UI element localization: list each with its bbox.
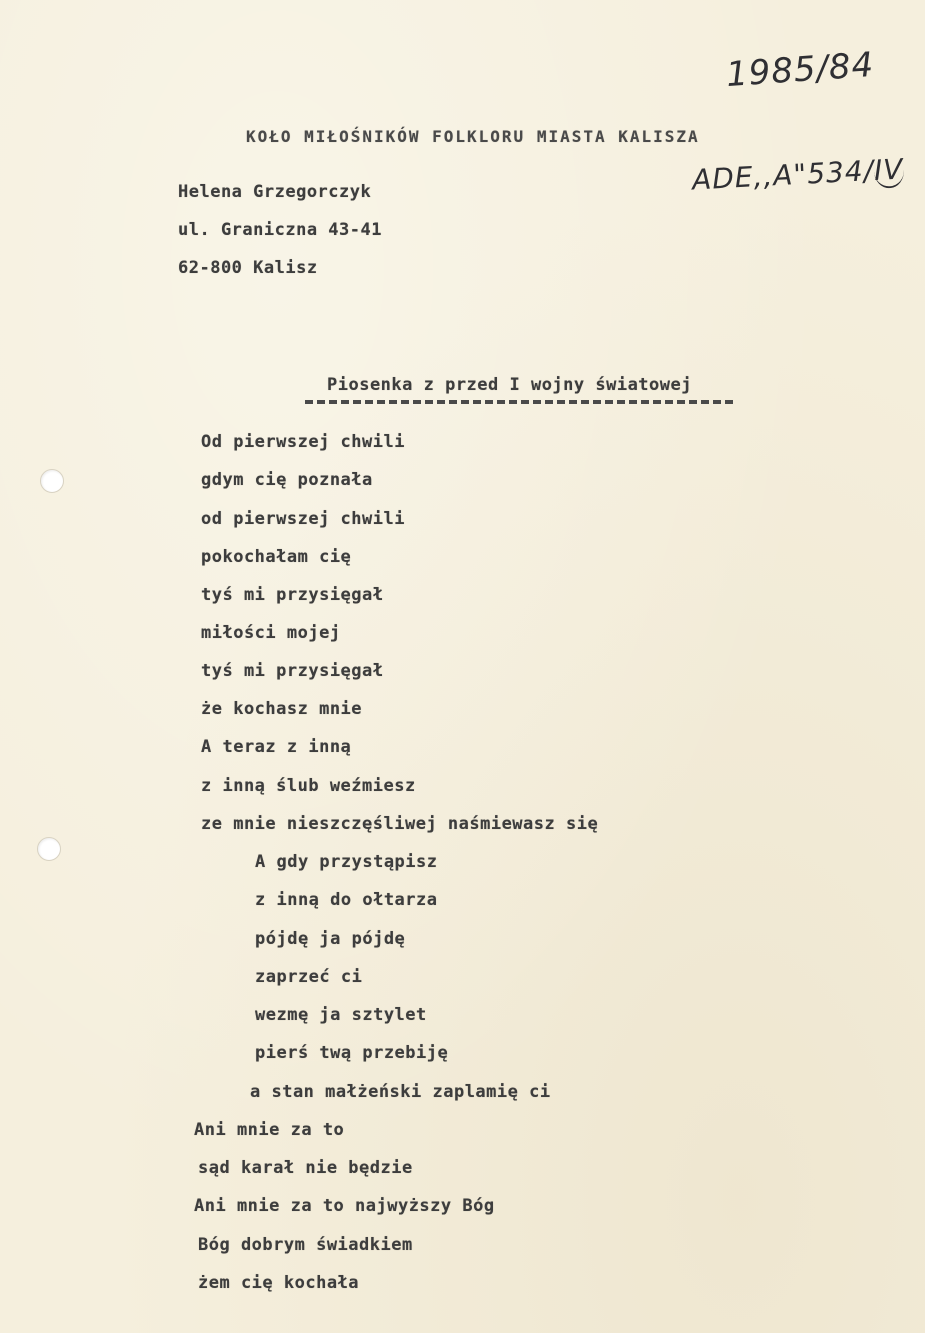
lyric-line: A gdy przystąpisz	[255, 852, 438, 872]
lyric-line: z inną do ołtarza	[255, 890, 438, 910]
signature-suffix: IV	[873, 152, 905, 187]
signature-code-text: ADE,,A"534/	[691, 154, 875, 197]
lyric-line: pójdę ja pójdę	[255, 929, 406, 949]
lyric-line: A teraz z inną	[201, 737, 352, 757]
lyric-line: z inną ślub weźmiesz	[201, 776, 416, 796]
lyric-line: gdym cię poznała	[201, 470, 373, 490]
lyric-line: miłości mojej	[201, 623, 341, 643]
lyric-line: Ani mnie za to najwyższy Bóg	[194, 1196, 495, 1216]
lyric-line: Od pierwszej chwili	[201, 432, 405, 452]
lyric-line: Bóg dobrym świadkiem	[198, 1235, 413, 1255]
organization-heading: KOŁO MIŁOŚNIKÓW FOLKLORU MIASTA KALISZA	[246, 127, 700, 146]
lyric-line: Ani mnie za to	[194, 1120, 345, 1140]
lyric-line: a stan małżeński zaplamię ci	[250, 1082, 551, 1102]
handwritten-signature-code	[691, 152, 904, 196]
lyric-line: tyś mi przysięgał	[201, 585, 384, 605]
lyric-line: wezmę ja sztylet	[255, 1005, 427, 1025]
handwritten-accession-number: 1985/84	[724, 44, 876, 96]
song-title: Piosenka z przed I wojny światowej	[327, 375, 692, 395]
punch-hole-top	[40, 469, 64, 493]
punch-hole-bottom	[37, 837, 61, 861]
lyric-line: pokochałam cię	[201, 547, 352, 567]
lyric-line: sąd karał nie będzie	[198, 1158, 413, 1178]
lyric-line: od pierwszej chwili	[201, 509, 405, 529]
lyric-line: że kochasz mnie	[201, 699, 363, 719]
lyric-line: żem cię kochała	[198, 1273, 360, 1293]
author-street: ul. Graniczna 43-41	[178, 220, 382, 240]
author-name: Helena Grzegorczyk	[178, 182, 372, 202]
lyric-line: tyś mi przysięgał	[201, 661, 384, 681]
lyric-line: ze mnie nieszczęśliwej naśmiewasz się	[201, 814, 599, 834]
lyric-line: zaprzeć ci	[255, 967, 363, 987]
lyric-line: pierś twą przebiję	[255, 1043, 449, 1063]
title-underline	[305, 400, 733, 414]
author-city: 62-800 Kalisz	[178, 258, 318, 278]
